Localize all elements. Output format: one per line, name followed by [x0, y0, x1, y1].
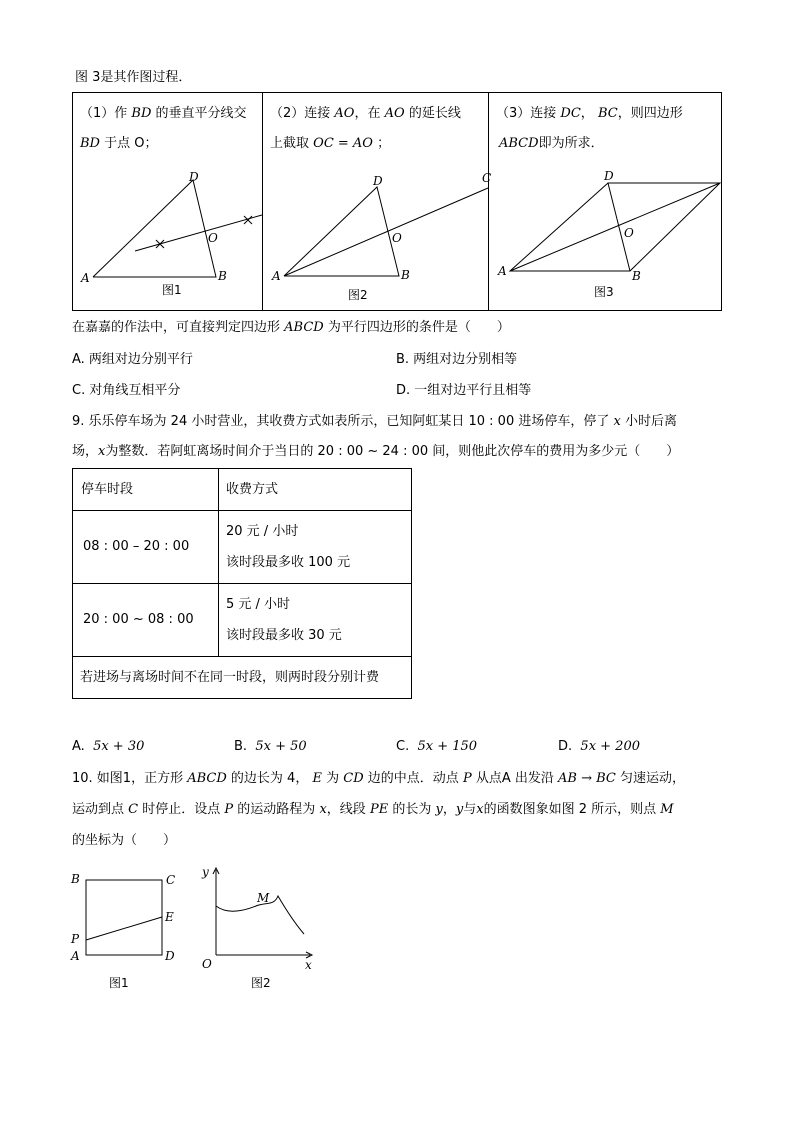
q8-question-b: 为平行四边形的条件是（ ）	[327, 320, 510, 335]
q10-line2c: 的运动路程为	[237, 802, 316, 817]
q10-line1d: 边的中点．动点	[367, 771, 459, 786]
step2-b: ，在	[354, 106, 381, 121]
q9-option-d-label: D.	[558, 739, 573, 754]
q10-line1c: 为	[326, 771, 340, 786]
fee-row2-cap: 该时段最多收 30 元	[226, 628, 342, 643]
step2-line1	[270, 106, 461, 122]
q10-e: E	[312, 771, 322, 786]
step2-ao: AO	[334, 106, 355, 121]
graph-label-y: y	[202, 865, 209, 879]
q8-question-var: ABCD	[284, 320, 324, 335]
q9-range: 20 : 00 ~ 24 : 00	[317, 444, 429, 459]
fee-table-rule-2	[72, 583, 412, 584]
fee-row2-rate: 5 元 / 小时	[226, 597, 291, 612]
construction-figure-3	[488, 160, 720, 310]
sq-label-p: P	[71, 932, 80, 946]
step1-prefix: （1）作	[80, 106, 128, 121]
q10-y: y	[435, 802, 443, 817]
q8-question	[72, 320, 510, 336]
sq-label-e: E	[165, 910, 174, 924]
q10-y2: y	[455, 802, 464, 817]
q10-line2d: ，线段	[326, 802, 366, 817]
q10-line1f: 匀速运动，	[619, 771, 685, 786]
graph-label-o: O	[202, 957, 212, 971]
step1-bd2: BD	[80, 136, 100, 151]
q9-line2	[72, 444, 679, 460]
sq-label-d: D	[165, 949, 175, 963]
q9-line2a: 场，	[72, 444, 99, 459]
step2-ao2: AO	[384, 106, 405, 121]
q10-line2a: 运动到点	[72, 802, 125, 817]
step3-bc: BC	[597, 106, 618, 121]
fig2-label-o: O	[392, 231, 402, 245]
q10-x2: x	[476, 802, 484, 817]
step3-dc: DC	[560, 106, 581, 121]
step3-line2	[499, 136, 604, 152]
q10-abcd: ABCD	[187, 771, 227, 786]
construction-figure-2	[262, 160, 492, 310]
q9-line2b: 为整数．若阿虹离场时间介于当日的	[105, 444, 314, 459]
fee-header-method: 收费方式	[226, 482, 279, 497]
fig2-label-a: A	[272, 269, 281, 283]
fig1-label-d: D	[189, 170, 199, 184]
step1-tail: 于点 O；	[104, 136, 158, 151]
q8-option-d[interactable]: D. 一组对边平行且相等	[396, 383, 532, 398]
fee-header-period: 停车时段	[81, 482, 134, 497]
fig3-label-d: D	[604, 169, 614, 183]
q9-line1a: 9. 乐乐停车场为 24 小时营业，其收费方式如表所示，已知阿虹某日	[72, 414, 465, 429]
fig3-label-b: B	[632, 269, 641, 283]
graph-label-m: M	[257, 891, 270, 905]
q10-p: P	[462, 771, 472, 786]
q9-option-d[interactable]	[558, 739, 640, 755]
graph-label-x: x	[305, 958, 312, 972]
step2-e: ；	[377, 136, 391, 151]
q8-question-a: 在嘉嘉的作法中，可直接判定四边形	[72, 320, 281, 335]
fee-row1-cap: 该时段最多收 100 元	[226, 555, 351, 570]
step3-abcd: ABCD	[499, 136, 539, 151]
fee-row2-period: 20 : 00 ~ 08 : 00	[83, 612, 194, 627]
step2-a: （2）连接	[270, 106, 331, 121]
q10-line2	[72, 802, 674, 818]
q9-option-a[interactable]	[72, 739, 144, 755]
q10-square-figure	[66, 862, 196, 992]
q9-line1	[72, 414, 677, 430]
q10-line1b: 的边长为 4，	[230, 771, 309, 786]
step2-d: 上截取	[270, 136, 310, 151]
sq-label-a: A	[71, 949, 80, 963]
fig3-label-a: A	[498, 264, 507, 278]
intro-text: 图 3是其作图过程．	[75, 70, 192, 85]
q10-path: AB → BC	[558, 771, 616, 786]
q10-x: x	[319, 802, 327, 817]
q9-line1c: 小时后离	[625, 414, 678, 429]
q10-m: M	[660, 802, 674, 817]
q10-cd: CD	[343, 771, 364, 786]
step3-c: 即为所求．	[538, 136, 604, 151]
q8-option-c[interactable]: C. 对角线互相平分	[72, 383, 181, 398]
step3-sep: ，	[580, 106, 594, 121]
q9-option-b[interactable]	[234, 739, 307, 755]
q8-option-a[interactable]: A. 两组对边分别平行	[72, 352, 193, 367]
fig2-caption: 图2	[348, 288, 368, 302]
fee-row1-period: 08 : 00 – 20 : 00	[83, 539, 190, 554]
sq-label-c: C	[166, 873, 176, 887]
q9-time-in: 10 : 00	[468, 414, 515, 429]
q10-line1e: 从点A 出发沿	[475, 771, 554, 786]
q9-x2: x	[98, 444, 106, 459]
step2-c: 的延长线	[408, 106, 461, 121]
fee-footer: 若进场与离场时间不在同一时段，则两时段分别计费	[80, 670, 380, 685]
step2-line2	[270, 136, 390, 152]
q10-graph-figure	[196, 862, 326, 992]
fee-table-rule-1	[72, 510, 412, 511]
fig2-label-d: D	[373, 174, 383, 188]
step3-b: ，则四边形	[617, 106, 683, 121]
fig1-label-b: B	[218, 269, 227, 283]
q10-line2g: 与	[463, 802, 477, 817]
q9-option-a-label: A.	[72, 739, 85, 754]
fee-row1-rate: 20 元 / 小时	[226, 524, 299, 539]
q8-option-b[interactable]: B. 两组对边分别相等	[396, 352, 518, 367]
fig3-caption: 图3	[594, 285, 614, 299]
step1-line1	[80, 106, 247, 122]
q10-line1a: 10. 如图1，正方形	[72, 771, 184, 786]
q9-option-a-expr: 5x + 30	[93, 739, 145, 754]
step2-eq: OC = AO	[313, 136, 373, 151]
fig2-label-c: C	[482, 171, 492, 185]
sq-label-b: B	[71, 872, 80, 886]
q10-c: C	[128, 802, 139, 817]
q9-option-c-expr: 5x + 150	[417, 739, 478, 754]
q10-line1	[72, 771, 685, 787]
q10-pe: PE	[369, 802, 389, 817]
q10-fig2-caption: 图2	[251, 976, 271, 990]
construction-figure-1	[72, 160, 262, 310]
q10-line2f: ，	[442, 802, 456, 817]
step3-line1	[496, 106, 683, 122]
fee-table-rule-3	[72, 656, 412, 657]
q10-line2e: 的长为	[392, 802, 432, 817]
q9-x1: x	[613, 414, 621, 429]
q9-option-c-label: C.	[396, 739, 410, 754]
q9-option-d-expr: 5x + 200	[580, 739, 640, 754]
q9-option-b-expr: 5x + 50	[255, 739, 307, 754]
fig3-label-o: O	[624, 226, 634, 240]
q9-line1b: 进场停车，停了	[518, 414, 610, 429]
step1-mid: 的垂直平分线交	[155, 106, 247, 121]
fig2-label-b: B	[401, 268, 410, 282]
q10-line2b: 时停止．设点	[142, 802, 221, 817]
fig1-label-o: O	[208, 231, 218, 245]
q9-option-c[interactable]	[396, 739, 477, 755]
fig1-caption: 图1	[162, 283, 182, 297]
step1-bd: BD	[131, 106, 152, 121]
fig1-label-a: A	[81, 271, 90, 285]
q9-line2c: 间，则他此次停车的费用为多少元（ ）	[432, 444, 680, 459]
fee-table-col-divider	[218, 468, 219, 657]
q9-option-b-label: B.	[234, 739, 248, 754]
step1-line2	[80, 136, 158, 152]
q10-line2h: 的函数图象如图 2 所示，则点	[483, 802, 657, 817]
step3-a: （3）连接	[496, 106, 557, 121]
q10-p2: P	[224, 802, 234, 817]
q10-fig1-caption: 图1	[109, 976, 129, 990]
q10-line3: 的坐标为（ ）	[72, 833, 177, 848]
